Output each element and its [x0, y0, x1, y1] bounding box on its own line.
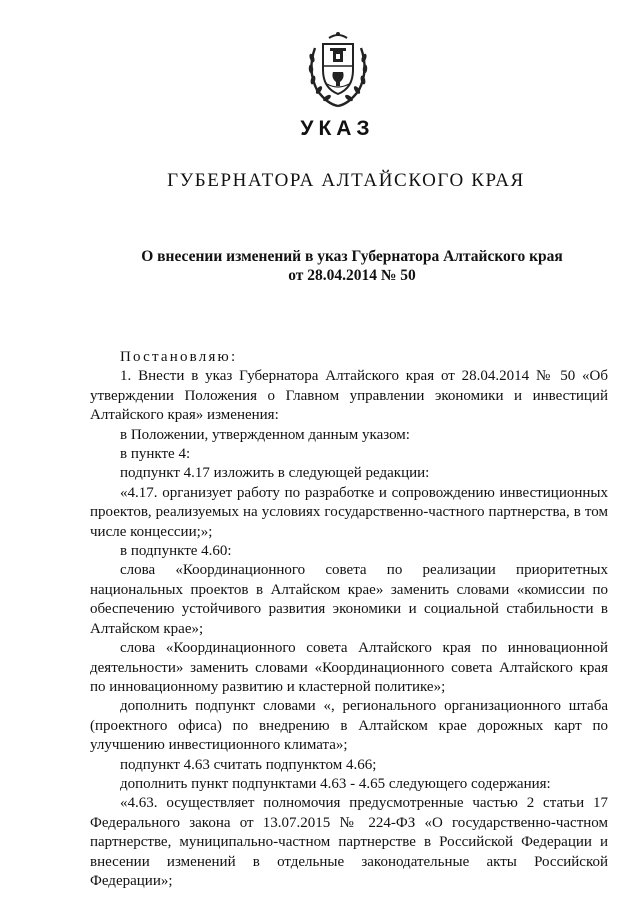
subject-line-2: от 28.04.2014 № 50: [288, 267, 416, 284]
paragraph: «4.17. организует работу по разработке и сопровождению инвестиционных проектов, реализуемых на условиях государственно-частного партнерства, в том числе концессии;»;: [90, 484, 608, 540]
paragraph: подпункт 4.63 считать подпунктом 4.66;: [120, 756, 377, 773]
paragraph: дополнить подпункт словами «, регионального организационного штаба (проектного офиса) по внедрению в Алтайском крае дорожных карт по улучшению инвестиционного климата»;: [90, 698, 608, 754]
paragraph: в Положении, утвержденном данным указом:: [120, 426, 410, 443]
paragraph: в пункте 4:: [120, 446, 191, 463]
paragraph: в подпункте 4.60:: [120, 543, 232, 560]
paragraph: «4.63. осуществляет полномочия предусмотренные частью 2 статьи 17 Федерального закона от 13.07.2015 № 224-ФЗ «О государственно-частном партнерстве, муниципально-частном партнерстве в Российской Федерации и внесении изменений в отдельные законодательные акты Российской Федерации»;: [90, 795, 608, 889]
paragraph: 1. Внести в указ Губернатора Алтайского края от 28.04.2014 № 50 «Об утверждении Положения о Главном управлении экономики и инвестиций Алтайского края» изменения:: [90, 368, 608, 424]
paragraph: подпункт 4.17 изложить в следующей редакции:: [120, 465, 430, 482]
decree-title: УКАЗ: [300, 117, 375, 140]
paragraph: дополнить пункт подпунктами 4.63 - 4.65 следующего содержания:: [120, 775, 551, 792]
coat-of-arms-icon: [303, 28, 373, 108]
decree-subject: [0, 247, 640, 285]
decree-body: [90, 348, 608, 891]
paragraph: слова «Координационного совета Алтайского края по инновационной деятельности» заменить словами «Координационного совета Алтайского края по инновационному развитию и кластерной политике»;: [90, 640, 608, 695]
paragraph: слова «Координационного совета по реализации приоритетных национальных проектов в Алтайском крае» заменить словами «комиссии по обеспечению устойчивого развития экономики и социальной стабильности в Алтайском крае»;: [90, 562, 608, 637]
issuer-title: ГУБЕРНАТОРА АЛТАЙСКОГО КРАЯ: [167, 170, 525, 191]
subject-line-1: О внесении изменений в указ Губернатора Алтайского края: [141, 248, 563, 265]
paragraph-resolve: Постановляю:: [120, 349, 238, 365]
